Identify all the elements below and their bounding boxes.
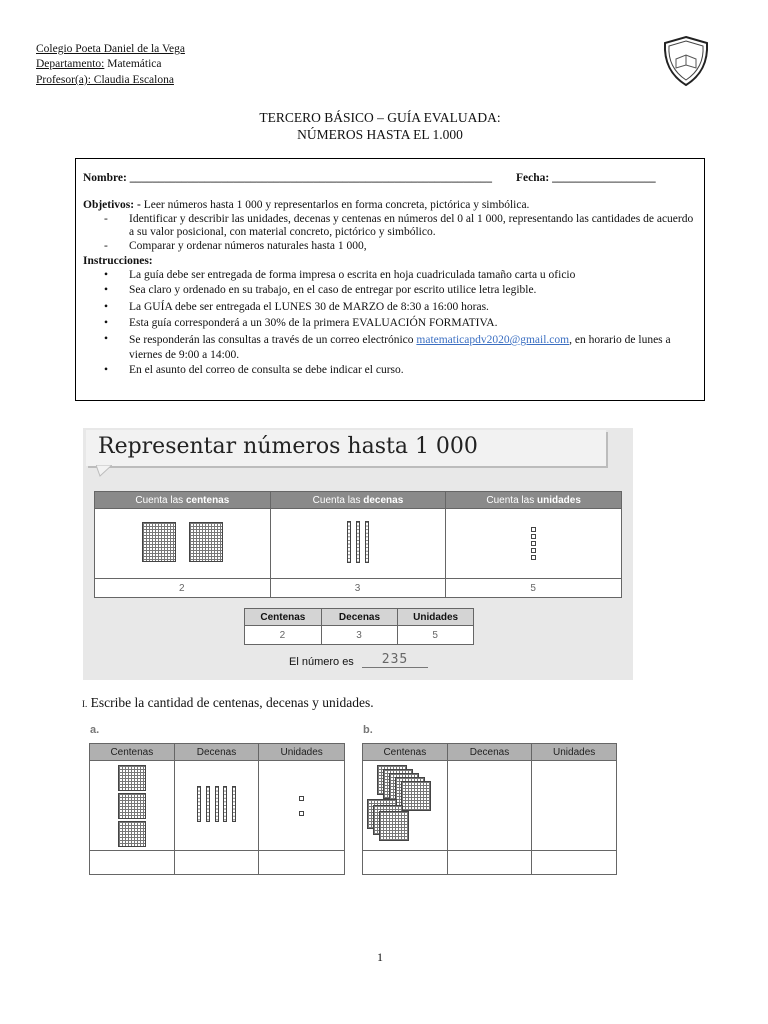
- hundred-block-icon: [118, 765, 146, 791]
- exercise-a-table: [89, 743, 345, 875]
- unit-cube-icon: [531, 555, 536, 560]
- hundred-block-icon: [379, 811, 409, 841]
- instructions-label: Instrucciones:: [83, 255, 153, 267]
- ten-rod-icon: [232, 786, 236, 822]
- b-answer-hundreds[interactable]: [363, 851, 448, 875]
- units-blocks: [446, 509, 622, 579]
- unit-cube-icon: [299, 811, 304, 816]
- a-header-tens: Decenas: [174, 744, 259, 761]
- ten-rod-icon: [356, 521, 360, 563]
- units-count: 5: [446, 579, 622, 598]
- unit-cube-icon: [531, 534, 536, 539]
- name-row: [83, 172, 492, 184]
- department-value: Matemática: [104, 58, 162, 70]
- a-answer-tens[interactable]: [174, 851, 259, 875]
- date-row: [516, 172, 656, 184]
- hundreds-blocks: [95, 509, 271, 579]
- a-answer-units[interactable]: [259, 851, 345, 875]
- title-line-2: NÚMEROS HASTA EL 1.000: [297, 127, 463, 142]
- ten-rod-icon: [223, 786, 227, 822]
- b-answer-units[interactable]: [532, 851, 617, 875]
- exercise-a-label: a.: [90, 724, 100, 736]
- b-tens-empty: [447, 761, 532, 851]
- hundreds-count: 2: [95, 579, 271, 598]
- summary-tens: 3: [321, 626, 398, 645]
- tens-blocks: [270, 509, 446, 579]
- ten-rod-icon: [347, 521, 351, 563]
- summary-header-hundreds: Centenas: [245, 609, 322, 626]
- ten-rod-icon: [365, 521, 369, 563]
- unit-cube-icon: [531, 548, 536, 553]
- b-hundreds-blocks: [363, 761, 448, 851]
- summary-header-units: Unidades: [398, 609, 474, 626]
- example-count-table: [94, 491, 622, 598]
- unit-cube-icon: [531, 541, 536, 546]
- exercise-text: Escribe la cantidad de centenas, decenas y unidades.: [87, 695, 374, 710]
- banner-tail-icon: [96, 465, 112, 477]
- exercise-b-table: [362, 743, 617, 875]
- contact-email-link[interactable]: matematicapdv2020@gmail.com: [416, 334, 570, 346]
- hundred-block-icon: [189, 522, 223, 562]
- school-logo-icon: [660, 35, 712, 87]
- example-summary-table: [244, 608, 474, 645]
- b-answer-tens[interactable]: [447, 851, 532, 875]
- exercise-b-label: b.: [363, 724, 373, 736]
- b-units-empty: [532, 761, 617, 851]
- school-name: Colegio Poeta Daniel de la Vega: [36, 43, 185, 55]
- result-value: 235: [362, 652, 428, 668]
- name-label: Nombre:: [83, 172, 130, 184]
- a-header-units: Unidades: [259, 744, 345, 761]
- info-box: Nombre: _______________________________________________________________ Fecha: __________________ Objetivos: - Leer números hasta 1 000 y representarlos en forma concreta, pictórica y simbólica. - Identificar y describir las unidades, decenas y centenas en números del 0 al 1 000, representando las cantidades de acuerdo a su valor posicional, con material concreto, pictórico y simbólico. - Comparar y ordenar números naturales hasta 1 000, Instrucciones: • La guía debe ser entregada de forma impresa o escrita en hoja cuadriculada tamaño carta u oficio • Sea claro y ordenado en su trabajo, en el caso de entregar por escrito utilice letra legible. • La GUÍA debe ser entregada el LUNES 30 de MARZO de 8:30 a 16:00 horas. • Esta guía corresponderá a un 30% de la primera EVALUACIÓN FORMATIVA. • Se responderán las consultas a través de un correo electrónico matematicapdv2020@gmail.com, en horario de lunes a viernes de 9:00 a 14:00. • En el asunto del correo de consulta se debe indicar el curso.: [75, 158, 705, 401]
- hundred-block-icon: [118, 821, 146, 847]
- header-count-tens: Cuenta las decenas: [270, 492, 446, 509]
- a-tens-blocks: [174, 761, 259, 851]
- header-count-hundreds: Cuenta las centenas: [95, 492, 271, 509]
- a-answer-hundreds[interactable]: [90, 851, 175, 875]
- summary-hundreds: 2: [245, 626, 322, 645]
- summary-header-tens: Decenas: [321, 609, 398, 626]
- b-header-units: Unidades: [532, 744, 617, 761]
- exercise-instruction: [82, 695, 374, 711]
- banner-title: Representar números hasta 1 000: [98, 434, 478, 459]
- name-blank[interactable]: _______________________________________________________________: [129, 172, 492, 184]
- hundred-block-icon: [401, 781, 431, 811]
- department-label: Departamento:: [36, 58, 105, 70]
- example-banner: [86, 430, 606, 466]
- objectives-text: Leer números hasta 1 000 y representarlos en forma concreta, pictórica y simbólica.: [140, 199, 530, 211]
- objectives-label: Objetivos: -: [83, 199, 141, 211]
- ten-rod-icon: [215, 786, 219, 822]
- date-label: Fecha:: [516, 172, 553, 184]
- date-blank[interactable]: __________________: [552, 172, 656, 184]
- a-header-hundreds: Centenas: [90, 744, 175, 761]
- a-units-blocks: [259, 761, 345, 851]
- result-label: El número es: [289, 656, 354, 668]
- title-line-1: TERCERO BÁSICO – GUÍA EVALUADA:: [259, 110, 501, 125]
- ten-rod-icon: [197, 786, 201, 822]
- unit-cube-icon: [531, 527, 536, 532]
- hundred-block-icon: [142, 522, 176, 562]
- unit-cube-icon: [299, 796, 304, 801]
- hundred-block-icon: [118, 793, 146, 819]
- b-header-tens: Decenas: [447, 744, 532, 761]
- tens-count: 3: [270, 579, 446, 598]
- summary-units: 5: [398, 626, 474, 645]
- objectives-row: [83, 199, 529, 211]
- department-line: [36, 58, 162, 70]
- b-header-hundreds: Centenas: [363, 744, 448, 761]
- header-count-units: Cuenta las unidades: [446, 492, 622, 509]
- teacher-name: Profesor(a): Claudia Escalona: [36, 74, 174, 86]
- exercise-number: I.: [82, 699, 88, 709]
- ten-rod-icon: [206, 786, 210, 822]
- page-number: 1: [377, 950, 383, 964]
- a-hundreds-blocks: [90, 761, 175, 851]
